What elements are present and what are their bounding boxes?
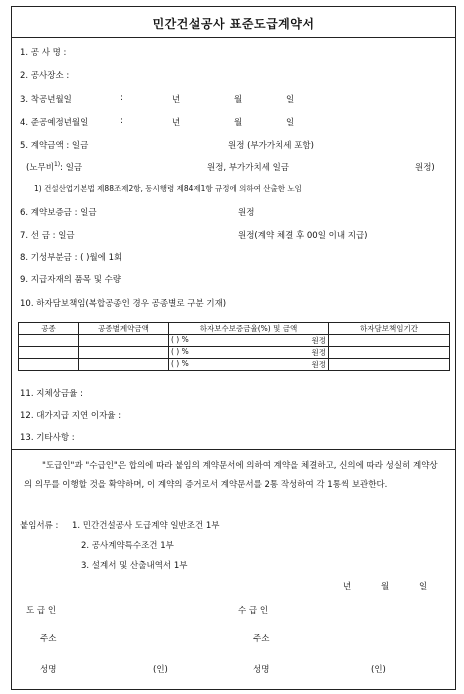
defect-liability-table — [18, 322, 450, 371]
attachment-item: 2. 공사계약특수조건 1부 — [81, 541, 174, 551]
attachment-item: 3. 설계서 및 산출내역서 1부 — [81, 561, 188, 571]
warranty-percent: ( ) % — [171, 335, 189, 344]
item-defect-liability: 10. 하자담보책임(복합공종인 경우 공종별로 구분 기재) — [20, 299, 227, 309]
attachments-label: 붙임서류 : — [20, 521, 59, 531]
table-row — [19, 359, 450, 371]
footnote-1: 1) 건설산업기본법 제88조제2항, 동시행령 제84제1항 규정에 의하여 산출한 노임 — [34, 184, 302, 193]
col-header-contract-amount: 공종별계약금액 — [79, 323, 169, 335]
item-end-date-colon: : — [120, 116, 123, 126]
end-month: 월 — [234, 118, 243, 128]
sign-month: 월 — [381, 582, 390, 592]
item-advance-payment-won: 원정(계약 체결 후 00일 이내 지급) — [238, 231, 368, 241]
labor-cost-footnote-mark: 1) — [53, 161, 61, 169]
item-performance-bond-label: 6. 계약보증금 : 일금 — [20, 208, 97, 218]
labor-cost-vat: 원정, 부가가치세 일금 — [207, 163, 290, 173]
work-type-cell[interactable] — [19, 347, 79, 359]
item-progress-payment: 8. 기성부분금 : ( )월에 1회 — [20, 253, 123, 263]
contractor-address-label: 주소 — [40, 634, 57, 644]
labor-cost-label: (노무비 — [26, 163, 54, 173]
warranty-rate-cell[interactable] — [169, 347, 329, 359]
contract-amount-cell[interactable] — [79, 335, 169, 347]
warranty-amount: 원정 — [311, 360, 326, 369]
labor-cost-end: 원정) — [415, 163, 435, 173]
start-month: 월 — [234, 95, 243, 105]
item-end-date-label: 4. 준공예정년월일 — [20, 118, 89, 128]
contractor-seal: (인) — [153, 665, 168, 675]
contractor-label: 도 급 인 — [26, 606, 57, 616]
item-supplied-materials: 9. 지급자재의 품목 및 수량 — [20, 275, 122, 285]
warranty-rate-cell[interactable] — [169, 335, 329, 347]
attachment-item: 1. 민간건설공사 도급계약 일반조건 1부 — [72, 521, 220, 531]
subcontractor-label: 수 급 인 — [238, 606, 269, 616]
contractor-name-label: 성명 — [40, 665, 57, 675]
table-row — [19, 347, 450, 359]
col-header-liability-period: 하자담보책임기간 — [329, 323, 450, 335]
title-bar — [12, 7, 455, 38]
item-other-notes: 13. 기타사항 : — [20, 433, 75, 443]
warranty-amount: 원정 — [311, 348, 326, 357]
item-contract-amount-label: 5. 계약금액 : 일금 — [20, 141, 89, 151]
item-advance-payment-label: 7. 선 금 : 일금 — [20, 231, 75, 241]
liability-period-cell[interactable] — [329, 359, 450, 371]
item-start-date-colon: : — [120, 93, 123, 103]
labor-cost-line — [26, 161, 82, 173]
end-day: 일 — [286, 118, 295, 128]
liability-period-cell[interactable] — [329, 335, 450, 347]
warranty-percent: ( ) % — [171, 359, 189, 368]
col-header-work-type: 공종 — [19, 323, 79, 335]
end-year: 년 — [172, 118, 181, 128]
item-project-site: 2. 공사장소 : — [20, 71, 70, 81]
labor-cost-mid: : 일금 — [60, 163, 83, 173]
table-header-row — [19, 323, 450, 335]
col-header-warranty-rate: 하자보수보증금율(%) 및 금액 — [169, 323, 329, 335]
contract-form — [11, 6, 456, 690]
subcontractor-address-label: 주소 — [253, 634, 270, 644]
warranty-rate-cell[interactable] — [169, 359, 329, 371]
item-late-payment-interest: 12. 대가지급 지연 이자율 : — [20, 411, 122, 421]
subcontractor-seal: (인) — [371, 665, 386, 675]
sign-day: 일 — [419, 582, 428, 592]
work-type-cell[interactable] — [19, 359, 79, 371]
item-contract-amount-won: 원정 (부가가치세 포함) — [228, 141, 314, 151]
warranty-percent: ( ) % — [171, 347, 189, 356]
page-title: 민간건설공사 표준도급계약서 — [152, 17, 315, 31]
sign-year: 년 — [343, 582, 352, 592]
table-row — [19, 335, 450, 347]
liability-period-cell[interactable] — [329, 347, 450, 359]
item-start-date-label: 3. 착공년월일 — [20, 95, 72, 105]
item-delay-penalty: 11. 지체상금율 : — [20, 389, 83, 399]
start-day: 일 — [286, 95, 295, 105]
work-type-cell[interactable] — [19, 335, 79, 347]
start-year: 년 — [172, 95, 181, 105]
item-project-name: 1. 공 사 명 : — [20, 48, 67, 58]
contract-amount-cell[interactable] — [79, 347, 169, 359]
agreement-clause: "도급인"과 "수급인"은 합의에 따라 붙임의 계약문서에 의하여 계약을 체결하고, 신의에 따라 성실히 계약상의 의무를 이행할 것을 확약하며, 이 계약의 증거로서 계약문서를 2통 작성하여 각 1통씩 보관한다. — [24, 461, 438, 490]
section-divider — [12, 449, 455, 450]
warranty-amount: 원정 — [311, 336, 326, 345]
subcontractor-name-label: 성명 — [253, 665, 270, 675]
item-performance-bond-won: 원정 — [238, 208, 255, 218]
contract-amount-cell[interactable] — [79, 359, 169, 371]
